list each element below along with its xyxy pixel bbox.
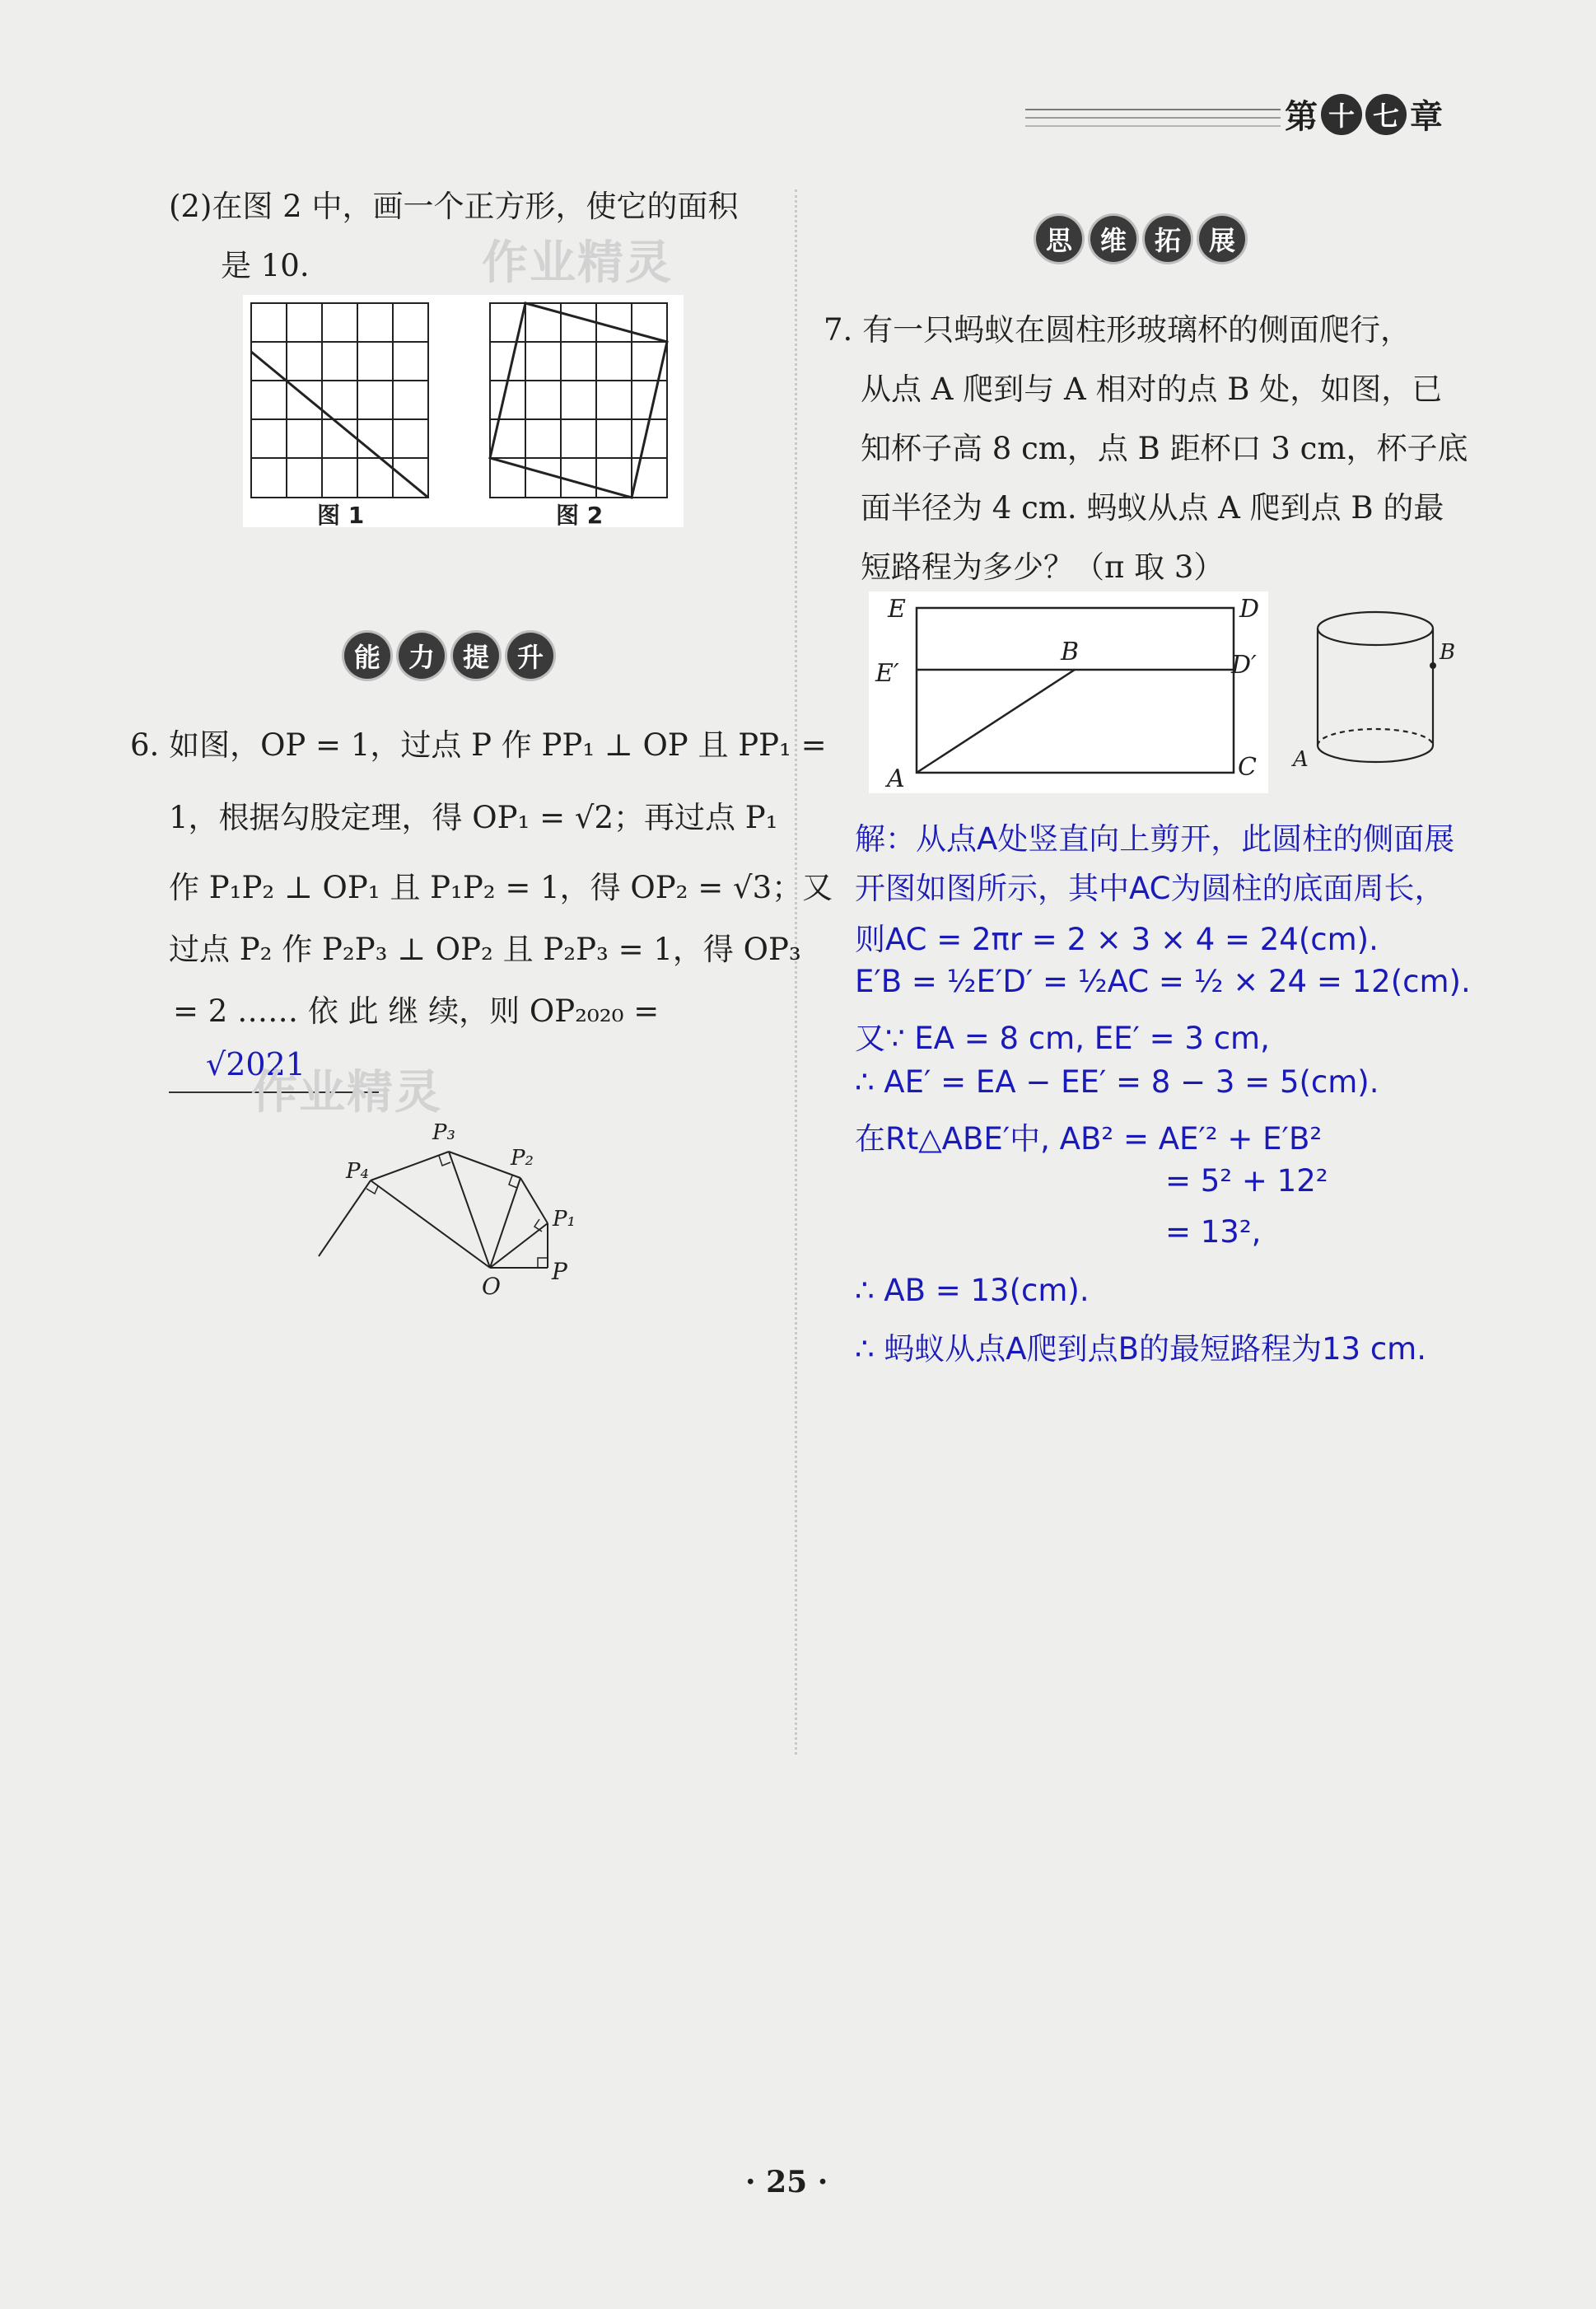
spiral-label-p: P	[552, 1258, 567, 1285]
solution-line-7: 在Rt△ABE′中, AB² = AE′² + E′B²	[855, 1121, 1323, 1157]
cylinder-svg	[1289, 605, 1462, 783]
q6-line-5: = 2 …… 依 此 继 续，则 OP₂₀₂₀ =	[173, 993, 660, 1029]
chapter-num-1: 十	[1321, 94, 1362, 135]
column-divider	[795, 189, 797, 1755]
solution-line-2: 开图如图所示，其中AC为圆柱的底面周长，	[855, 871, 1445, 906]
badge-char-2: 力	[399, 633, 445, 679]
chapter-num-2: 七	[1365, 94, 1407, 135]
section-badge-thinking	[1036, 216, 1245, 262]
solution-line-3: 则AC = 2πr = 2 × 3 × 4 = 24(cm).	[855, 922, 1379, 957]
solution-line-6: ∴ AE′ = EA − EE′ = 8 − 3 = 5(cm).	[855, 1064, 1379, 1100]
rect-label-b: B	[1061, 638, 1080, 666]
cylinder-label-a: A	[1293, 747, 1309, 772]
path-ab	[917, 670, 1075, 773]
solution-line-9: = 13²,	[1165, 1214, 1262, 1250]
grid-figures	[243, 295, 684, 527]
q6-line-1: 6. 如图，OP = 1，过点 P 作 PP₁ ⊥ OP 且 PP₁ =	[130, 727, 827, 763]
figure-2-grid	[490, 303, 667, 498]
spiral-label-p2: P₂	[511, 1146, 534, 1171]
watermark-1: 作业精灵	[482, 236, 673, 290]
spiral-label-o: O	[482, 1273, 501, 1300]
spiral-label-p3: P₃	[432, 1120, 455, 1145]
badge-char-4: 展	[1199, 216, 1245, 262]
badge-char-4: 升	[507, 633, 553, 679]
unfolded-rect-figure	[869, 591, 1268, 793]
cylinder-figure	[1289, 605, 1462, 783]
spiral-figure	[309, 1116, 589, 1306]
rect-label-d: D	[1239, 595, 1260, 624]
solution-line-4: E′B = ½E′D′ = ½AC = ½ × 24 = 12(cm).	[855, 964, 1471, 999]
badge-char-1: 思	[1036, 216, 1082, 262]
rect-label-e: E	[888, 595, 906, 624]
rect-label-c: C	[1238, 753, 1257, 782]
header-rule-1	[1025, 109, 1281, 110]
rect-label-a: A	[887, 764, 905, 793]
grid-figure-svg	[243, 295, 684, 527]
q7-line-3: 知杯子高 8 cm，点 B 距杯口 3 cm，杯子底	[861, 431, 1468, 466]
q2-line-1: (2)在图 2 中，画一个正方形，使它的面积	[169, 189, 739, 224]
q2-line-2: 是 10.	[221, 248, 310, 283]
unfolded-rect-svg	[869, 591, 1268, 793]
figure-1-diagonal	[251, 352, 428, 498]
badge-char-1: 能	[344, 633, 390, 679]
header-rule-3	[1025, 125, 1281, 127]
badge-char-2: 维	[1090, 216, 1136, 262]
q7-line-5: 短路程为多少？（π 取 3）	[861, 549, 1225, 585]
figure-1-grid	[251, 303, 428, 498]
watermark-2: 作业精灵	[251, 1066, 442, 1119]
q7-line-4: 面半径为 4 cm. 蚂蚁从点 A 爬到点 B 的最	[861, 490, 1444, 526]
cylinder-label-b: B	[1440, 640, 1456, 665]
spiral-label-p1: P₁	[553, 1207, 576, 1232]
solution-line-8: = 5² + 12²	[1165, 1163, 1328, 1199]
chapter-header	[1285, 91, 1443, 138]
section-badge-ability	[344, 633, 553, 679]
solution-line-11: ∴ 蚂蚁从点A爬到点B的最短路程为13 cm.	[855, 1331, 1426, 1367]
figure-2-square	[490, 303, 667, 498]
solution-line-5: 又∵ EA = 8 cm, EE′ = 3 cm,	[855, 1021, 1270, 1056]
badge-char-3: 提	[453, 633, 499, 679]
header-rule-2	[1025, 117, 1281, 119]
figure-2-caption: 图 2	[556, 502, 604, 529]
q6-answer: √2021	[206, 1046, 306, 1082]
solution-line-10: ∴ AB = 13(cm).	[855, 1273, 1090, 1308]
rect-label-e-prime: E′	[875, 659, 899, 688]
badge-char-3: 拓	[1145, 216, 1191, 262]
q7-line-2: 从点 A 爬到与 A 相对的点 B 处，如图，已	[861, 372, 1443, 407]
solution-line-1: 解：从点A处竖直向上剪开，此圆柱的侧面展	[855, 821, 1455, 857]
rect-label-d-prime: D′	[1231, 651, 1257, 680]
chapter-suffix: 章	[1410, 98, 1443, 136]
chapter-prefix: 第	[1285, 98, 1318, 136]
cylinder-point-b	[1430, 662, 1436, 669]
q6-line-4: 过点 P₂ 作 P₂P₃ ⊥ OP₂ 且 P₂P₃ = 1，得 OP₃	[169, 932, 801, 967]
figure-1-caption: 图 1	[317, 502, 365, 529]
q6-line-3: 作 P₁P₂ ⊥ OP₁ 且 P₁P₂ = 1，得 OP₂ = √3；又	[169, 870, 833, 905]
page-number: · 25 ·	[745, 2165, 828, 2199]
q7-line-1: 7. 有一只蚂蚁在圆柱形玻璃杯的侧面爬行，	[824, 312, 1412, 348]
q6-line-2: 1，根据勾股定理，得 OP₁ = √2；再过点 P₁	[169, 800, 778, 835]
spiral-label-p4: P₄	[346, 1159, 369, 1184]
